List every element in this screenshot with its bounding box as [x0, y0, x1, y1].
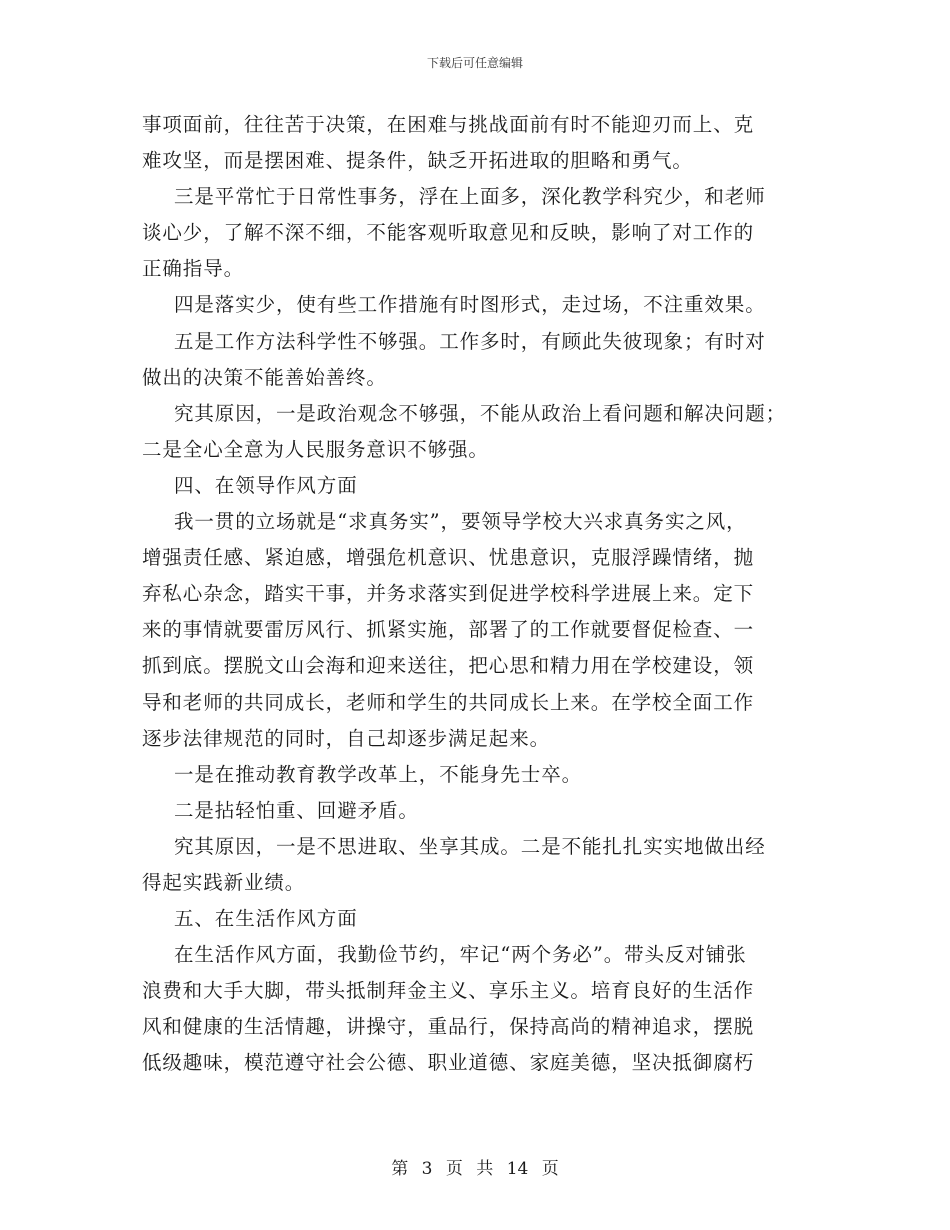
text-line: 弃私心杂念，踏实干事，并务求落实到促进学校科学进展上来。定下: [142, 582, 755, 606]
footer-page-word: 页: [445, 1159, 463, 1179]
footer-suffix: 页: [541, 1159, 559, 1179]
text-line: 低级趣味，模范遵守社会公德、职业道德、家庭美德，坚决抵御腐朽: [142, 1051, 755, 1075]
header-note: 下载后可任意编辑: [426, 56, 523, 70]
text-line: 二是全心全意为人民服务意识不够强。: [142, 437, 489, 461]
text-line: 究其原因，一是政治观念不够强，不能从政治上看问题和解决问题；: [174, 401, 787, 425]
footer-total-pages: 14: [506, 1159, 529, 1179]
text-line: 导和老师的共同成长，老师和学生的共同成长上来。在学校全面工作: [142, 690, 755, 714]
text-line: 在生活作风方面，我勤俭节约，牢记“两个务必”。带头反对铺张: [174, 943, 747, 967]
footer-current-page: 3: [421, 1159, 433, 1179]
footer-prefix: 第: [391, 1159, 409, 1179]
text-line: 五是工作方法科学性不够强。工作多时，有顾此失彼现象；有时对: [174, 329, 766, 353]
text-line: 做出的决策不能善始善终。: [142, 365, 387, 389]
text-line: 谈心少，了解不深不细，不能客观听取意见和反映，影响了对工作的: [142, 221, 755, 245]
text-line: 四是落实少，使有些工作措施有时图形式，走过场，不注重效果。: [174, 293, 766, 317]
document-body: [142, 107, 814, 1082]
text-line: 究其原因，一是不思进取、坐享其成。二是不能扎扎实实地做出经: [174, 834, 766, 858]
text-line: 四、在领导作风方面: [174, 473, 358, 497]
text-line: 得起实践新业绩。: [142, 870, 306, 894]
text-line: 风和健康的生活情趣，讲操守，重品行，保持高尚的精神追求，摆脱: [142, 1015, 755, 1039]
text-line: 正确指导。: [142, 257, 245, 281]
footer-total-word: 共: [476, 1159, 494, 1179]
text-line: 难攻坚，而是摆困难、提条件，缺乏开拓进取的胆略和勇气。: [142, 149, 693, 173]
text-line: 我一贯的立场就是“求真务实”，要领导学校大兴求真务实之风，: [174, 510, 747, 534]
text-line: 二是拈轻怕重、回避矛盾。: [174, 798, 419, 822]
text-line: 逐步法律规范的同时，自己却逐步满足起来。: [142, 726, 551, 750]
text-line: 三是平常忙于日常性事务，浮在上面多，深化教学科究少，和老师: [174, 185, 766, 209]
text-line: 增强责任感、紧迫感，增强危机意识、忧患意识，克服浮躁情绪，抛: [142, 546, 755, 570]
text-line: 五、在生活作风方面: [174, 907, 358, 931]
text-line: 事项面前，往往苦于决策，在困难与挑战面前有时不能迎刃而上、克: [142, 113, 755, 136]
text-line: 浪费和大手大脚，带头抵制拜金主义、享乐主义。培育良好的生活作: [142, 979, 755, 1003]
text-line: 来的事情就要雷厉风行、抓紧实施，部署了的工作就要督促检查、一: [142, 618, 755, 642]
text-line: 一是在推动教育教学改革上，不能身先士卒。: [174, 762, 583, 786]
page-footer: [0, 1154, 950, 1179]
text-line: 抓到底。摆脱文山会海和迎来送往，把心思和精力用在学校建设，领: [142, 654, 755, 678]
